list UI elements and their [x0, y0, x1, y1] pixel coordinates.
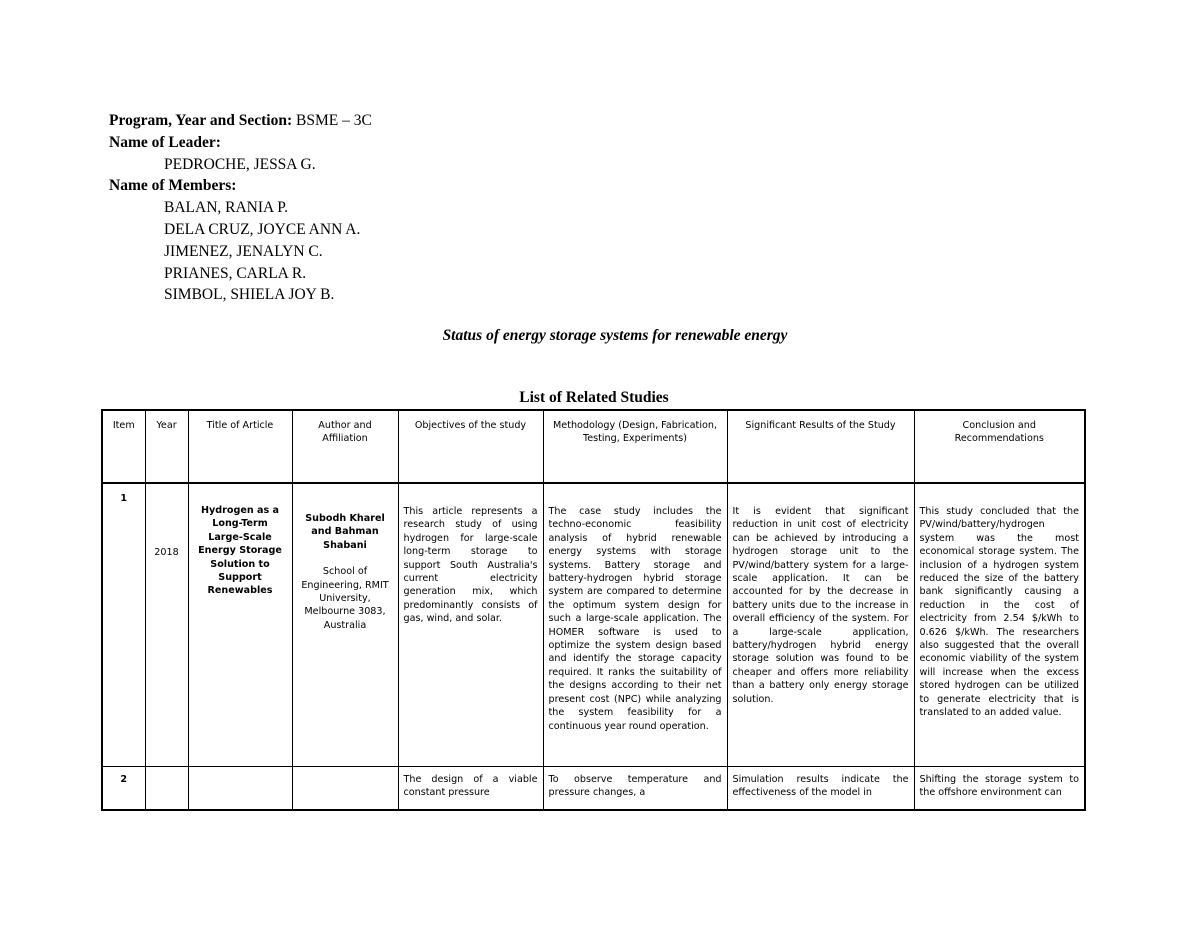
cell-results — [727, 483, 914, 766]
cell-year-text: 2018 — [154, 547, 179, 558]
related-studies-table — [101, 409, 1086, 811]
cell-methodology — [543, 483, 727, 766]
column-header-author: Author and Affiliation — [292, 410, 398, 483]
author-names: Subodh Kharel and Bahman Shabani — [305, 513, 385, 551]
member-name: DELA CRUZ, JOYCE ANN A. — [164, 220, 361, 238]
cell-conclusion: Shifting the storage system to the offshore environment can — [914, 766, 1085, 810]
table-caption: List of Related Studies — [519, 389, 669, 406]
leader-name: PEDROCHE, JESSA G. — [164, 155, 316, 173]
cell-conclusion — [914, 483, 1085, 766]
member-name: PRIANES, CARLA R. — [164, 264, 307, 282]
column-header-results: Significant Results of the Study — [727, 410, 914, 483]
column-header-title: Title of Article — [188, 410, 292, 483]
member-name: JIMENEZ, JENALYN C. — [164, 242, 323, 260]
cell-item: 1 — [102, 483, 145, 766]
column-header-objectives: Objectives of the study — [398, 410, 543, 483]
program-value: BSME – 3C — [295, 112, 372, 129]
cell-methodology-text: The case study includes the techno-economic feasibility analysis of hybrid renewable energy systems with storage systems. Battery storage and battery-hydrogen hybrid storage system are compared to determine the optimum system design for such a large-scale application. The HOMER software is used to optimize the system design based and identify the storage capacity required. It ranks the suitability of the designs according to their net present cost (NPC) while analyzing the system feasibility for a continuous year round operation. — [548, 506, 722, 732]
program-line — [109, 110, 372, 132]
cell-author — [292, 766, 398, 810]
author-affiliation: School of Engineering, RMIT University, Melbourne 3083, Australia — [301, 566, 389, 631]
cell-year — [145, 483, 188, 766]
document-title: Status of energy storage systems for renewable energy — [442, 327, 788, 344]
table-row — [102, 483, 1085, 766]
column-header-conclusion: Conclusion and Recommendations — [914, 410, 1085, 483]
cell-results-text: It is evident that significant reduction in unit cost of electricity can be achieved by introducing a hydrogen storage unit to the PV/wind/battery system for a large-scale application. It can be accounted for by the decrease in battery units due to the increase in overall efficiency of the system. For a large-scale application, battery/hydrogen hybrid energy storage solution was found to be cheaper and offers more reliability than a battery only energy storage solution. — [732, 506, 909, 705]
member-name: BALAN, RANIA P. — [164, 199, 289, 217]
cell-item: 2 — [102, 766, 145, 810]
cell-objectives — [398, 483, 543, 766]
table-header-row — [102, 410, 1085, 483]
cell-methodology: To observe temperature and pressure changes, a — [543, 766, 727, 810]
cell-year — [145, 766, 188, 810]
column-header-item: Item — [102, 410, 145, 483]
cell-objectives-text: This article represents a research study of using hydrogen for large-scale long-term storage to support South Australia's current electricity generation mix, which predominantly consists of gas, wind, and solar. — [403, 506, 538, 625]
cell-title — [188, 766, 292, 810]
cell-title-text: Hydrogen as a Long-Term Large-Scale Energy Storage Solution to Support Renewables — [198, 505, 282, 597]
member-name: SIMBOL, SHIELA JOY B. — [164, 286, 335, 304]
program-label: Program, Year and Section: — [109, 112, 293, 129]
cell-author — [292, 483, 398, 766]
column-header-year: Year — [145, 410, 188, 483]
cell-objectives: The design of a viable constant pressure — [398, 766, 543, 810]
header-block — [109, 110, 372, 306]
leader-label: Name of Leader: — [109, 133, 221, 151]
column-header-methodology: Methodology (Design, Fabrication, Testing, Experiments) — [543, 410, 727, 483]
cell-title — [188, 483, 292, 766]
table-row — [102, 766, 1085, 810]
members-label: Name of Members: — [109, 177, 237, 195]
cell-results: Simulation results indicate the effectiveness of the model in — [727, 766, 914, 810]
cell-conclusion-text: This study concluded that the PV/wind/battery/hydrogen system was the most economical storage system. The inclusion of a hydrogen system reduced the size of the battery bank significantly causing a reduction in the cost of electricity from 2.54 $/kWh to 0.626 $/kWh. The researchers also suggested that the overall economic viability of the system will increase when the excess stored hydrogen can be utilized to generate electricity that is translated to an added value. — [919, 506, 1079, 719]
